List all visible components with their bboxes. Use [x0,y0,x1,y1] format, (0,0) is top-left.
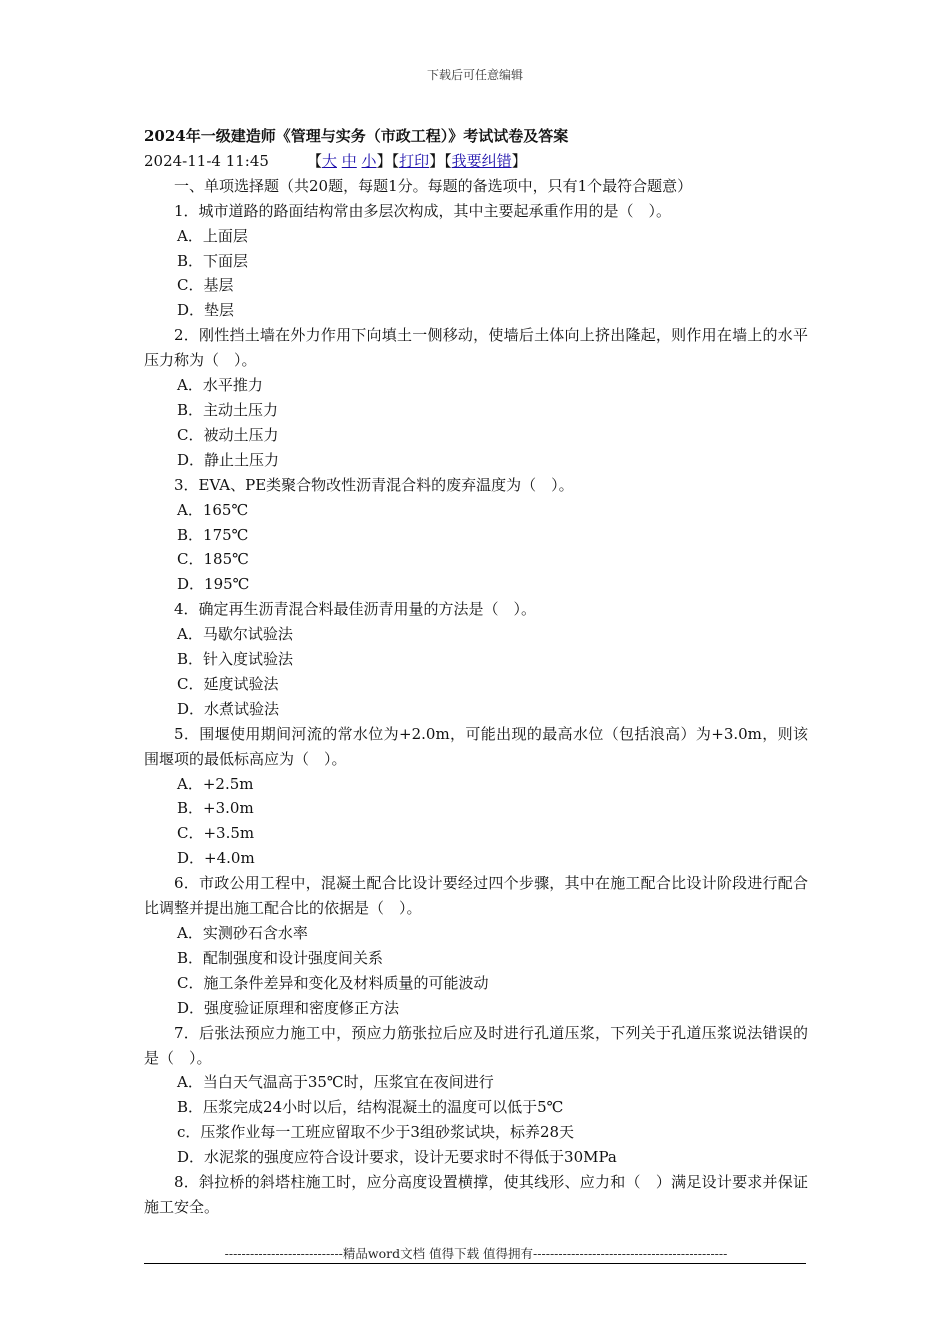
option: C．被动土压力 [177,425,279,444]
question-block [144,323,808,472]
question-block [144,199,808,324]
option: B．配制强度和设计强度间关系 [177,948,384,967]
option: D．静止土压力 [177,450,280,469]
footer-divider [144,1263,806,1264]
option: B．175℃ [177,525,249,544]
option: C．延度试验法 [177,674,279,693]
option: D．+4.0m [177,849,255,868]
option: D．水泥浆的强度应符合设计要求，设计无要求时不得低于30MPa [177,1148,617,1167]
question-block [144,597,808,722]
option: C．基层 [177,276,234,295]
option: D．195℃ [177,575,250,594]
question-text: 8．斜拉桥的斜塔柱施工时，应分高度设置横撑，使其线形、应力和（ ）满足设计要求并保证施工安全。 [144,1173,808,1216]
option: D．水煮试验法 [177,699,280,718]
option: D．垫层 [177,301,235,320]
font-size-medium-link[interactable]: 中 [341,151,357,170]
question-text: 3．EVA、PE类聚合物改性沥青混合料的废弃温度为（ ）。 [174,475,574,494]
publish-datetime: 2024-11-4 11:45 [144,151,269,170]
question-text: 1．城市道路的路面结构常由多层次构成，其中主要起承重作用的是（ ）。 [174,201,672,220]
option: A．马歇尔试验法 [177,625,293,644]
option: A．+2.5m [177,774,254,793]
font-size-small-link[interactable]: 小 [361,151,377,170]
question-text: 4．确定再生沥青混合料最佳沥青用量的方法是（ ）。 [174,600,537,619]
question-block [144,473,808,598]
question-block [144,871,808,1020]
question-text: 5．围堰使用期间河流的常水位为+2.0m，可能出现的最高水位（包括浪高）为+3.0m，则该围堰项的最低标高应为（ ）。 [144,724,808,768]
option: A．实测砂石含水率 [177,924,308,942]
footer-note: ----------------------------精品word文档 值得下载 值得拥有---------------------------------------------- [224,1246,728,1261]
question-text: 7．后张法预应力施工中，预应力筋张拉后应及时进行孔道压浆，下列关于孔道压浆说法错误的是（ ）。 [144,1023,808,1067]
option: c．压浆作业每一工班应留取不少于3组砂浆试块，标养28天 [177,1123,575,1142]
question-text: 6．市政公用工程中，混凝土配合比设计要经过四个步骤，其中在施工配合比设计阶段进行配合比调整并提出施工配合比的依据是（ ）。 [144,874,808,918]
option: D．强度验证原理和密度修正方法 [177,998,400,1017]
option: B．针入度试验法 [177,650,294,669]
bracket-open: 【 [306,151,322,170]
option: C．+3.5m [177,824,255,843]
option: A．水平推力 [177,376,263,395]
option: B．压浆完成24小时以后，结构混凝土的温度可以低于5℃ [177,1098,564,1117]
font-size-large-link[interactable]: 大 [321,151,337,170]
document-body [144,124,808,1220]
dateline [144,149,808,174]
section-heading: 一、单项选择题（共20题，每题1分。每题的备选项中，只有1个最符合题意） [174,176,693,195]
bracket-close: 】 [511,151,527,170]
print-link[interactable]: 打印 [399,151,430,170]
document-title: 2024年一级建造师《管理与实务（市政工程）》考试试卷及答案 [144,127,569,145]
option: C．施工条件差异和变化及材料质量的可能波动 [177,973,489,992]
option: B．主动土压力 [177,400,279,419]
option: B．下面层 [177,251,249,270]
bracket-close: 】 [429,151,445,170]
question-block [144,722,808,871]
report-error-link[interactable]: 我要纠错 [451,151,512,170]
question-block [144,1021,808,1170]
option: A．165℃ [177,500,249,519]
option: C．185℃ [177,550,249,569]
bracket-open: 【 [444,151,452,170]
option: B．+3.0m [177,799,254,818]
option: A．上面层 [177,226,248,245]
question-text: 2．刚性挡土墙在外力作用下向填土一侧移动，使墙后土体向上挤出隆起，则作用在墙上的水平压力称为（ ）。 [144,326,808,370]
question-block [144,1170,808,1220]
header-note: 下载后可任意编辑 [426,68,523,82]
option: A．当白天气温高于35℃时，压浆宜在夜间进行 [177,1073,494,1092]
bracket-close: 】 [376,151,392,170]
bracket-open: 【 [391,151,400,170]
